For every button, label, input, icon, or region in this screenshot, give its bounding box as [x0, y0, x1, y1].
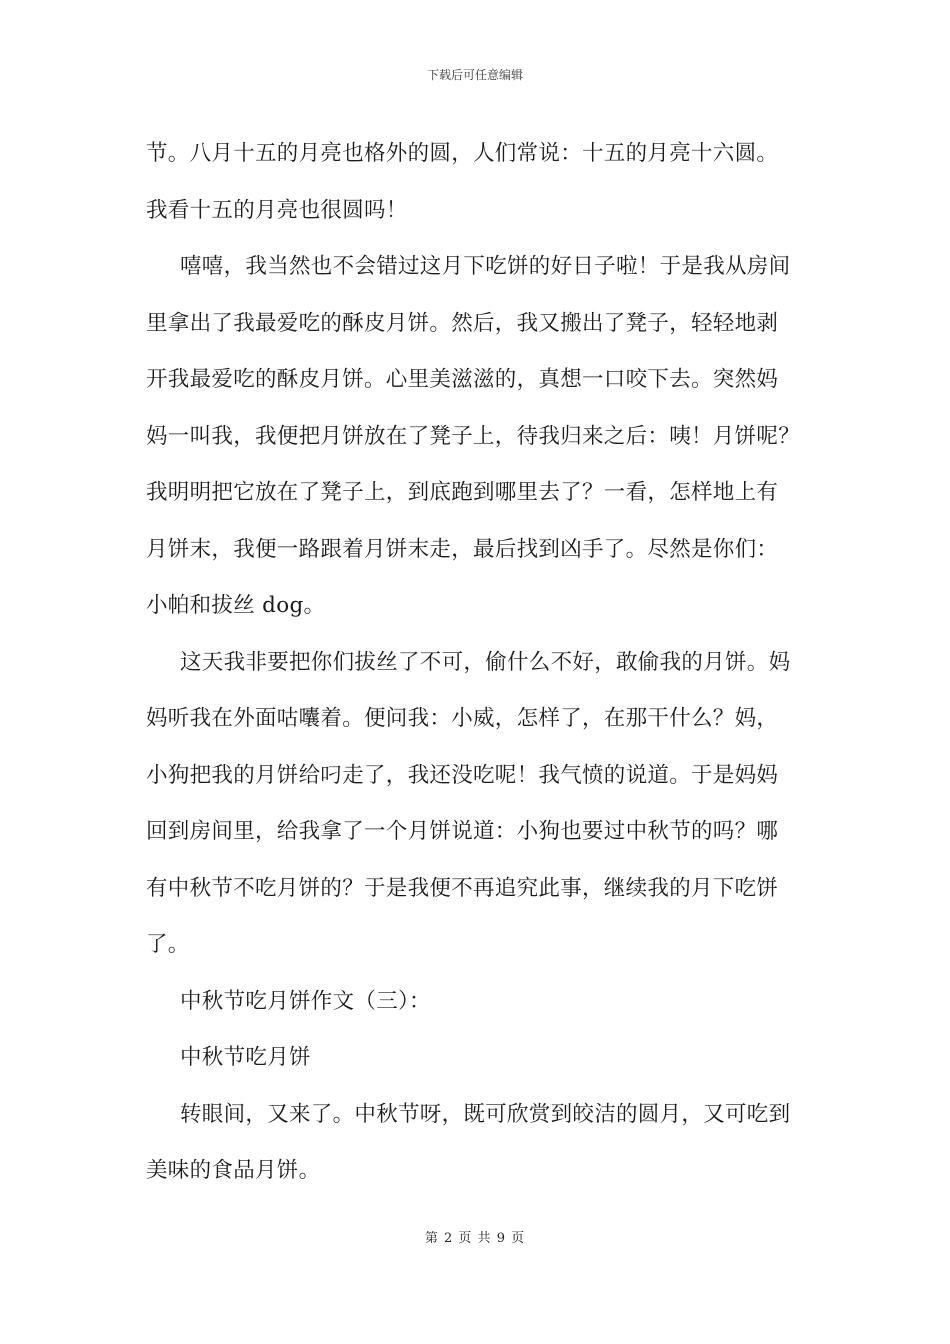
page-header: 下载后可任意编辑 [426, 68, 523, 82]
text-line: 我看十五的月亮也很圆吗！ [146, 197, 408, 223]
text-line: 小帕和拔丝 dog。 [146, 593, 326, 618]
text-line: 小狗把我的月饼给叼走了，我还没吃呢！我气愤的说道。于是妈妈 [146, 762, 779, 788]
section-heading: 中秋节吃月饼作文（三）： [180, 988, 431, 1014]
text-line: 节。八月十五的月亮也格外的圆，人们常说：十五的月亮十六圆。 [146, 141, 779, 166]
text-line: 月饼末，我便一路跟着月饼末走，最后找到凶手了。尽然是你们： [146, 536, 779, 562]
text-line: 开我最爱吃的酥皮月饼。心里美滋滋的，真想一口咬下去。突然妈 [146, 367, 779, 392]
essay-title: 中秋节吃月饼 [180, 1045, 311, 1070]
text-line: 美味的食品月饼。 [146, 1158, 321, 1183]
text-line: 妈听我在外面咕囔着。便问我：小威，怎样了，在那干什么？妈， [146, 706, 779, 731]
text-line: 妈一叫我，我便把月饼放在了凳子上，待我归来之后：咦！月饼呢？ [146, 423, 801, 449]
paragraph-start: 转眼间，又来了。中秋节呀，既可欣赏到皎洁的圆月，又可吃到 [180, 1101, 791, 1127]
paragraph-start: 嘻嘻，我当然也不会错过这月下吃饼的好日子啦！于是我从房间 [180, 254, 791, 279]
text-line: 里拿出了我最爱吃的酥皮月饼。然后，我又搬出了凳子，轻轻地剥 [146, 310, 779, 336]
paragraph-start: 这天我非要把你们拔丝了不可，偷什么不好，敢偷我的月饼。妈 [180, 649, 791, 675]
page-footer: 第 2 页 共 9 页 [424, 1231, 526, 1246]
document-body [146, 126, 826, 1200]
text-line: 我明明把它放在了凳子上，到底跑到哪里去了？一看，怎样地上有 [146, 480, 779, 505]
text-line: 有中秋节不吃月饼的？于是我便不再追究此事，继续我的月下吃饼 [146, 875, 779, 901]
text-line: 了。 [146, 932, 190, 957]
text-line: 回到房间里，给我拿了一个月饼说道：小狗也要过中秋节的吗？哪 [146, 819, 779, 844]
